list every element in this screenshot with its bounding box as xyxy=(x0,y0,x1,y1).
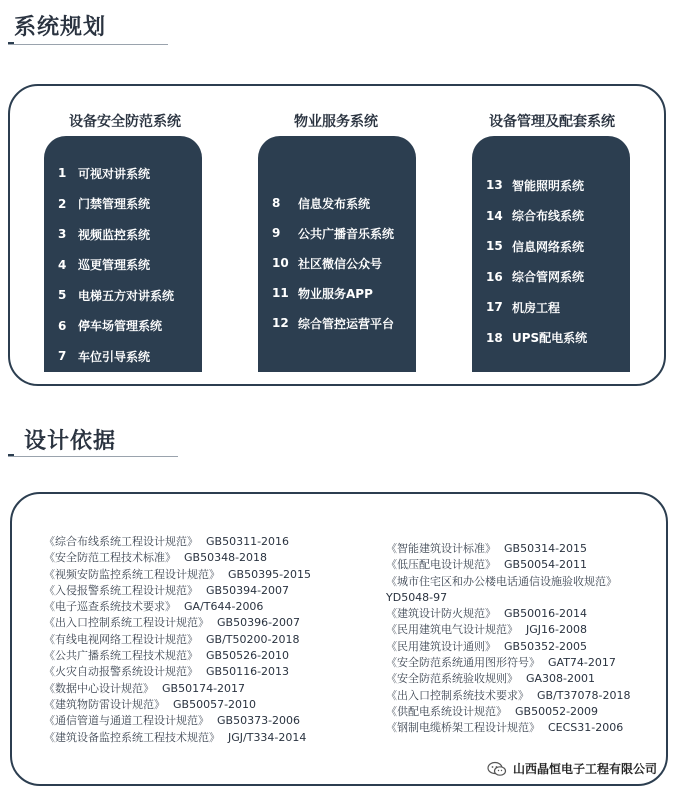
standard-code: GB50174-2017 xyxy=(162,681,246,695)
standard-name: 《公共广播系统工程技术规范》 xyxy=(44,649,198,663)
list-item: 16 综合管网系统 xyxy=(486,269,585,285)
standard-name: 《钢制电缆桥架工程设计规范》 xyxy=(386,721,540,735)
standard-name: 《通信管道与通道工程设计规范》 xyxy=(44,714,209,728)
property-service-list xyxy=(272,188,416,338)
standard-code: GB50016-2014 xyxy=(504,607,588,621)
standard-code: GB50311-2016 xyxy=(206,535,290,548)
standard-code: GAT74-2017 xyxy=(548,656,616,670)
standard-row xyxy=(386,606,630,622)
section-title-design-basis: 设计依据 xyxy=(24,429,117,454)
list-item: 17 机房工程 xyxy=(486,300,561,315)
standard-name: 《供配电系统设计规范》 xyxy=(386,704,507,718)
list-item: 12 综合管控运营平台 xyxy=(272,316,395,331)
card-property-services xyxy=(258,136,416,372)
list-item: 11 物业服务APP xyxy=(272,286,373,301)
standards-left-column xyxy=(44,534,311,746)
equipment-system-list xyxy=(486,170,630,353)
list-item: 4 巡更管理系统 xyxy=(58,257,151,273)
standard-code: JGJ/T334-2014 xyxy=(228,730,307,744)
standard-code: GA308-2001 xyxy=(526,672,596,686)
standard-name: 《低压配电设计规范》 xyxy=(386,558,496,572)
standard-name: 《视频安防监控系统工程设计规范》 xyxy=(44,567,220,581)
standard-name: 《安全防范工程技术标准》 xyxy=(44,551,176,565)
standard-row xyxy=(386,590,630,606)
list-item: 15 信息网络系统 xyxy=(486,239,585,254)
standard-name: 《综合布线系统工程设计规范》 xyxy=(44,535,198,548)
standard-code: GB50373-2006 xyxy=(217,714,301,728)
standard-code: GB50116-2013 xyxy=(206,665,290,679)
standard-name: 《智能建筑设计标准》 xyxy=(386,542,496,555)
standard-name: 《安全防范系统验收规则》 xyxy=(386,672,518,686)
standard-row xyxy=(44,664,311,680)
standard-row xyxy=(386,639,630,655)
standard-row xyxy=(44,697,311,713)
standard-code: GB50054-2011 xyxy=(504,558,588,572)
standard-name: 《民用建筑设计通则》 xyxy=(386,639,496,653)
standard-row xyxy=(44,730,311,746)
standard-row xyxy=(44,681,311,697)
standard-name: 《出入口控制系统工程设计规范》 xyxy=(44,616,209,630)
standard-name: 《建筑物防雷设计规范》 xyxy=(44,697,165,711)
list-item: 2 门禁管理系统 xyxy=(58,196,151,212)
standard-code: GB50395-2015 xyxy=(228,567,312,581)
standard-row xyxy=(44,534,311,550)
card-security-systems xyxy=(44,136,202,372)
list-item: 13 智能照明系统 xyxy=(486,178,585,193)
wechat-icon xyxy=(487,761,507,777)
list-item: 7 车位引导系统 xyxy=(58,349,151,364)
standard-name: 《民用建筑电气设计规范》 xyxy=(386,623,518,637)
standard-name: 《建筑设计防火规范》 xyxy=(386,607,496,621)
column-heading-security: 设备安全防范系统 xyxy=(69,114,181,130)
standard-name: 《数据中心设计规范》 xyxy=(44,681,154,695)
standard-row xyxy=(44,648,311,664)
standard-row xyxy=(386,557,630,573)
standard-name: 《电子巡查系统技术要求》 xyxy=(44,600,176,614)
standard-name: 《有线电视网络工程设计规范》 xyxy=(44,632,198,646)
list-item: 9 公共广播音乐系统 xyxy=(272,226,395,241)
standard-code: CECS31-2006 xyxy=(548,721,624,735)
standard-row xyxy=(44,599,311,615)
standard-name: 《入侵报警系统工程设计规范》 xyxy=(44,583,198,597)
standard-code: GB/T50200-2018 xyxy=(206,632,300,646)
standard-code: GB50314-2015 xyxy=(504,542,588,555)
standard-row xyxy=(44,632,311,648)
standard-code: GB50394-2007 xyxy=(206,583,290,597)
title-underline xyxy=(8,44,168,45)
column-heading-property: 物业服务系统 xyxy=(294,114,378,130)
footer-brand xyxy=(487,760,657,777)
standard-row xyxy=(386,720,630,736)
standard-name: 《安全防范系统通用图形符号》 xyxy=(386,656,540,670)
standard-row xyxy=(386,671,630,687)
list-item: 1 可视对讲系统 xyxy=(58,166,151,181)
standard-row xyxy=(44,583,311,599)
standard-code: GB50057-2010 xyxy=(173,697,257,711)
standard-name: 《出入口控制系统技术要求》 xyxy=(386,688,529,702)
list-item: 8 信息发布系统 xyxy=(272,196,371,211)
standard-row xyxy=(386,704,630,720)
standard-row xyxy=(44,550,311,566)
standard-code: GB50052-2009 xyxy=(515,704,599,718)
company-name: 山西晶恒电子工程有限公司 xyxy=(512,762,657,776)
standard-row xyxy=(44,713,311,729)
standard-code: YD5048-97 xyxy=(386,590,448,604)
list-item: 10 社区微信公众号 xyxy=(272,256,383,271)
standard-row xyxy=(44,615,311,631)
standard-code: GB50348-2018 xyxy=(184,551,268,565)
standard-code: GB50396-2007 xyxy=(217,616,301,630)
standard-code: GA/T644-2006 xyxy=(184,600,264,614)
list-item: 18 UPS配电系统 xyxy=(486,330,588,346)
card-equipment-systems xyxy=(472,136,630,372)
list-item: 14 综合布线系统 xyxy=(486,208,585,224)
standard-row xyxy=(386,622,630,638)
standard-code: GB/T37078-2018 xyxy=(537,688,631,702)
security-system-list xyxy=(58,158,202,372)
standard-row xyxy=(44,567,311,583)
standards-right-column xyxy=(386,541,630,737)
list-item: 6 停车场管理系统 xyxy=(58,318,163,334)
standard-name: 《火灾自动报警系统设计规范》 xyxy=(44,665,198,679)
standard-code: JGJ16-2008 xyxy=(526,623,587,637)
standard-row xyxy=(386,655,630,671)
title-underline xyxy=(8,456,178,457)
standard-code: GB50352-2005 xyxy=(504,639,588,653)
standard-row xyxy=(386,688,630,704)
column-heading-equipment: 设备管理及配套系统 xyxy=(489,114,615,130)
standard-row xyxy=(386,541,630,557)
list-item: 5 电梯五方对讲系统 xyxy=(58,288,175,303)
standard-name: 《城市住宅区和办公楼电话通信设施验收规范》 xyxy=(386,574,617,588)
standard-row xyxy=(386,574,630,590)
section-title-system-planning: 系统规划 xyxy=(14,15,107,40)
standard-name: 《建筑设备监控系统工程技术规范》 xyxy=(44,730,220,744)
list-item: 3 视频监控系统 xyxy=(58,227,151,242)
standard-code: GB50526-2010 xyxy=(206,649,290,663)
